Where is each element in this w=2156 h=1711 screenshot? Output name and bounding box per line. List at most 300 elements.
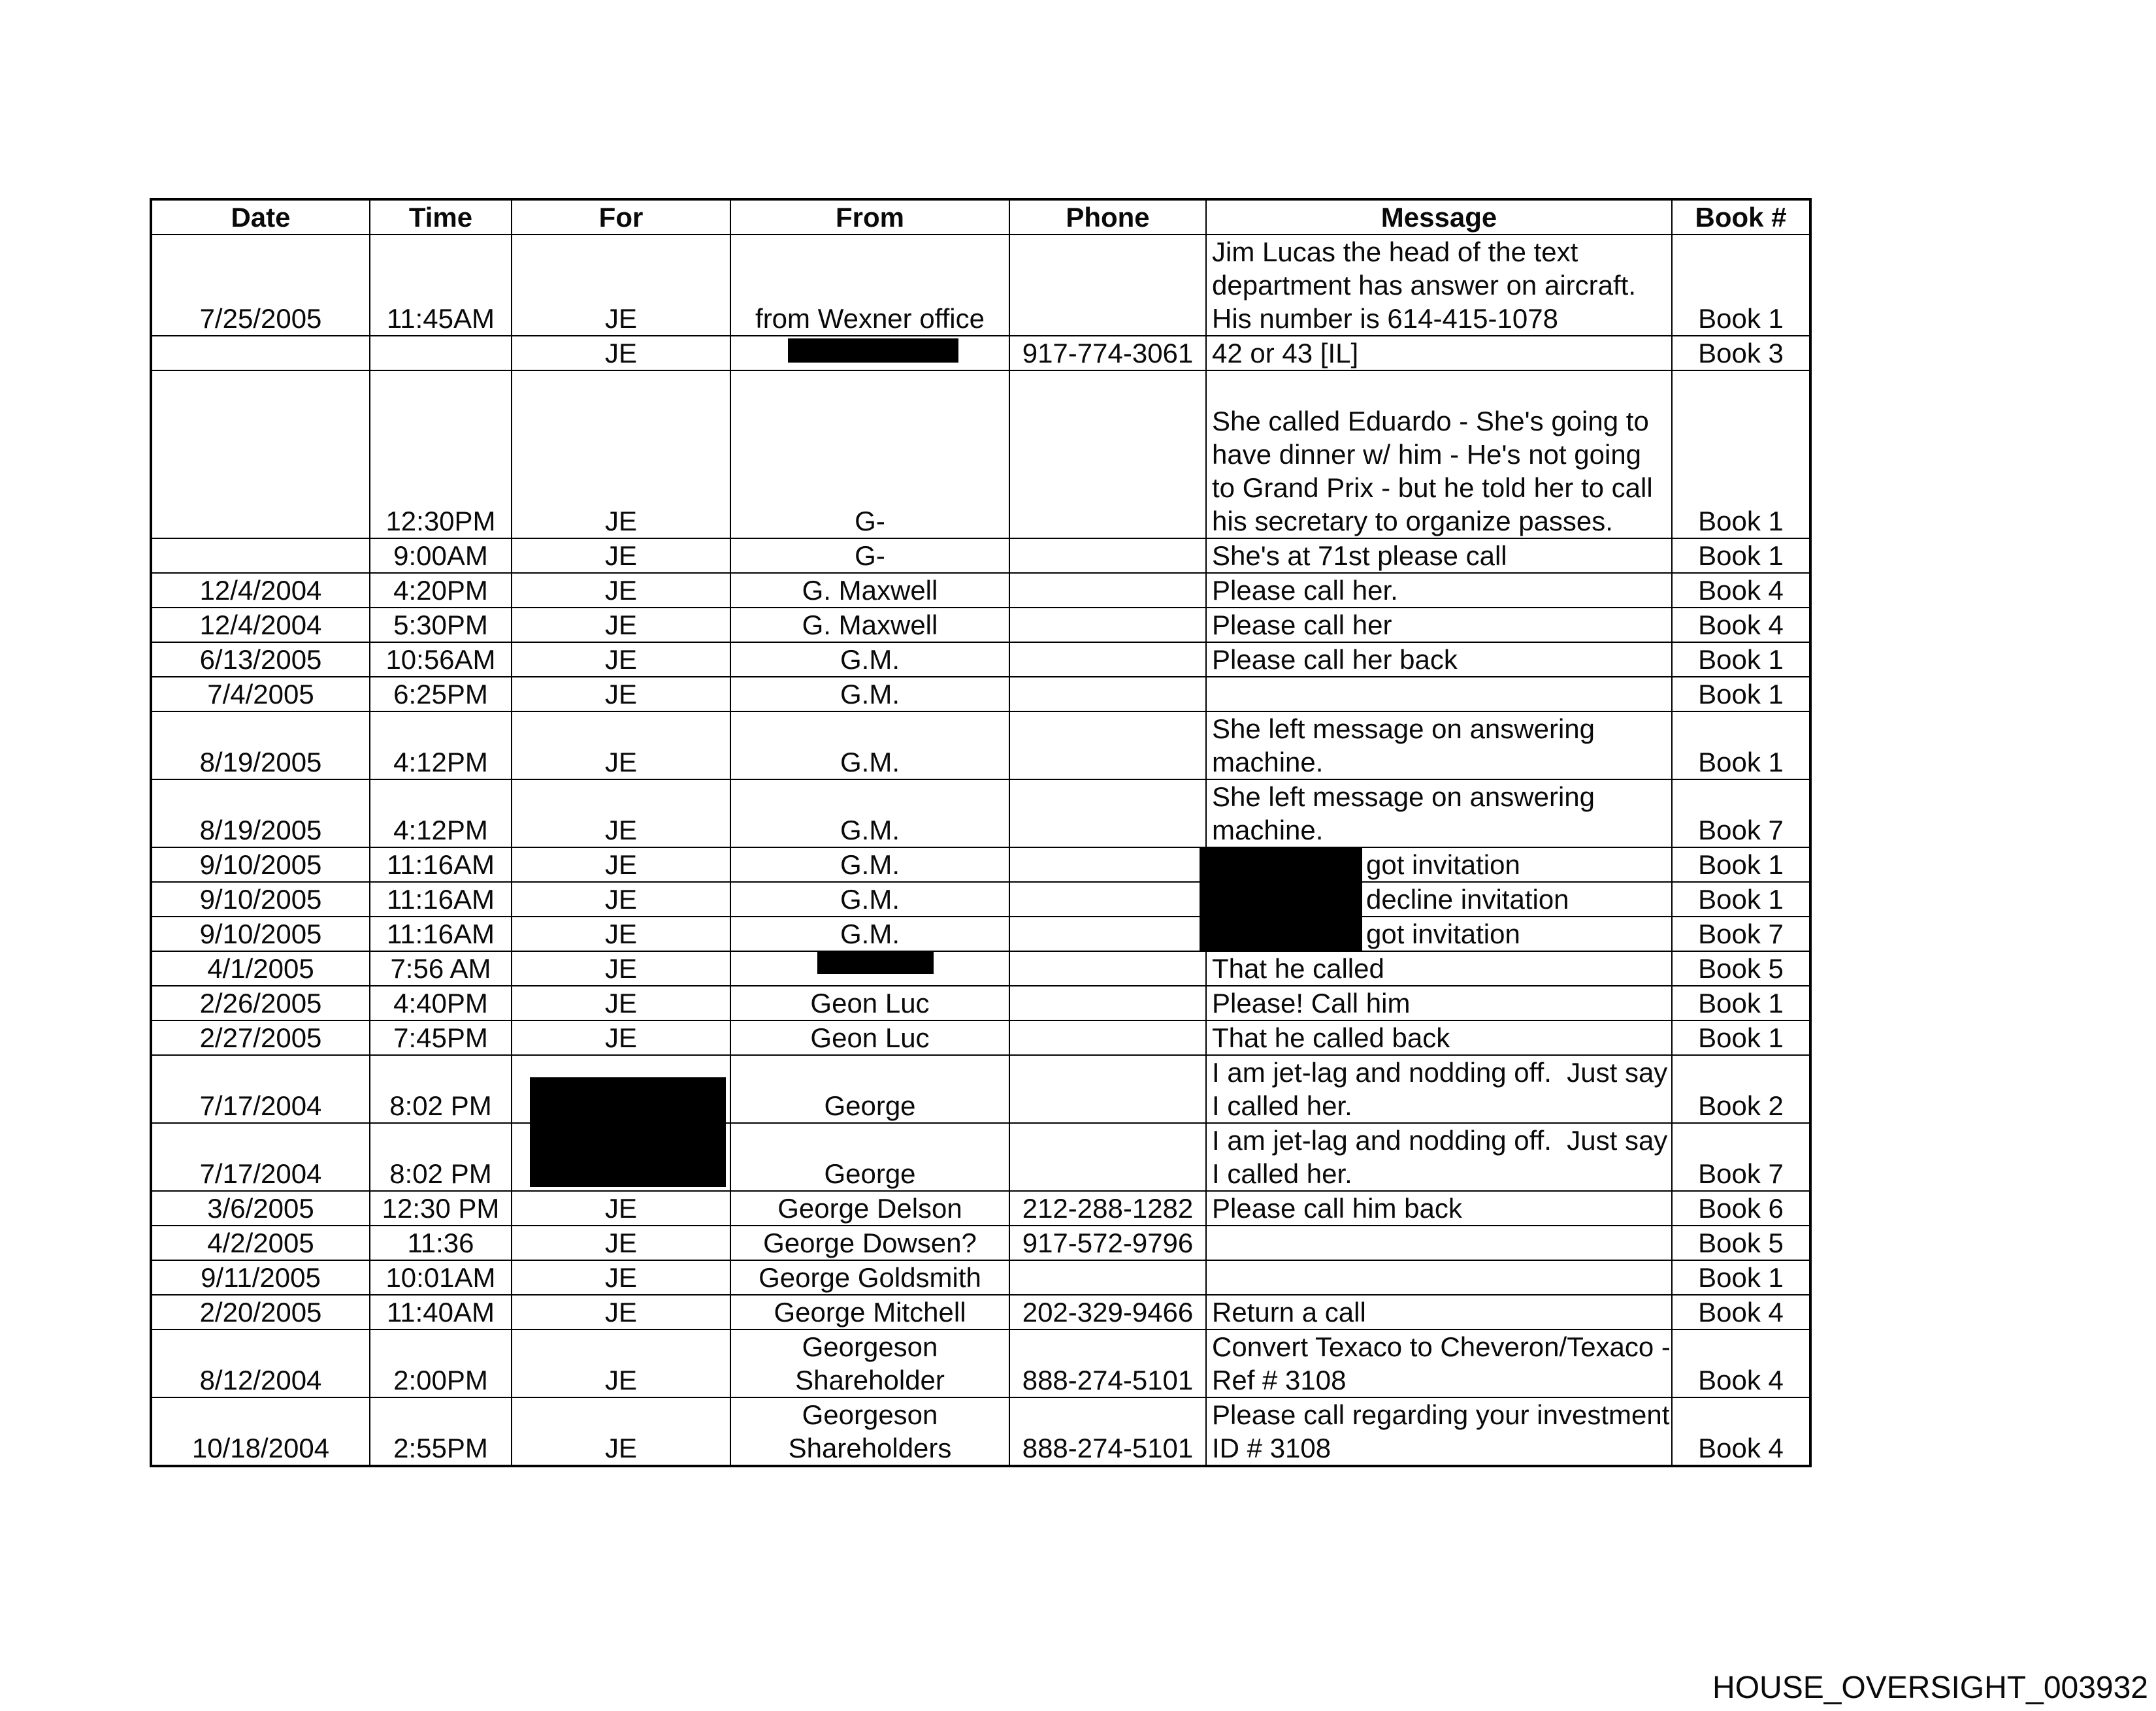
cell-message — [1206, 1295, 1672, 1329]
cell-message — [1206, 1191, 1672, 1226]
message-text: 42 or 43 [IL] — [1212, 338, 1359, 368]
for-text: JE — [604, 988, 637, 1018]
cell-for — [512, 1295, 730, 1329]
table-body — [151, 235, 1810, 1466]
date-text: 2/20/2005 — [199, 1297, 322, 1328]
cell-date — [151, 847, 370, 882]
cell-date — [151, 917, 370, 951]
cell-time — [370, 573, 512, 608]
cell-date — [151, 1055, 370, 1123]
cell-message — [1206, 1226, 1672, 1260]
date-text: 9/10/2005 — [199, 849, 322, 880]
date-text: 9/10/2005 — [199, 919, 322, 949]
from-text: Georgeson Shareholders — [788, 1399, 952, 1463]
table-row — [151, 1123, 1810, 1191]
book-text: Book 1 — [1698, 644, 1784, 675]
cell-time — [370, 986, 512, 1020]
book-text: Book 2 — [1698, 1090, 1784, 1121]
time-text: 11:16AM — [387, 884, 495, 915]
table-row — [151, 1020, 1810, 1055]
cell-phone — [1009, 336, 1206, 370]
cell-date — [151, 642, 370, 677]
date-text: 8/12/2004 — [199, 1365, 322, 1395]
phone-text: 202-329-9466 — [1022, 1297, 1194, 1328]
from-text: George Goldsmith — [759, 1262, 981, 1293]
cell-book — [1672, 779, 1810, 847]
cell-message — [1206, 370, 1672, 538]
cell-phone — [1009, 677, 1206, 711]
cell-for — [512, 1055, 730, 1123]
phone-text: 212-288-1282 — [1022, 1193, 1194, 1224]
table-row — [151, 608, 1810, 642]
message-log-table — [150, 198, 1812, 1467]
cell-book — [1672, 677, 1810, 711]
for-text: JE — [604, 747, 637, 777]
book-text: Book 4 — [1698, 1433, 1784, 1463]
cell-book — [1672, 1397, 1810, 1466]
cell-time — [370, 677, 512, 711]
time-text: 4:12PM — [393, 747, 488, 777]
cell-book — [1672, 951, 1810, 986]
cell-message — [1206, 711, 1672, 779]
cell-date — [151, 1191, 370, 1226]
cell-phone — [1009, 1329, 1206, 1397]
for-text: JE — [604, 575, 637, 606]
time-text: 7:56 AM — [390, 953, 491, 984]
cell-date — [151, 1226, 370, 1260]
for-text: JE — [604, 884, 637, 915]
table-row — [151, 235, 1810, 336]
table-row — [151, 882, 1810, 917]
book-text: Book 1 — [1698, 679, 1784, 709]
table-row — [151, 1397, 1810, 1466]
book-text: Book 7 — [1698, 919, 1784, 949]
cell-for — [512, 370, 730, 538]
cell-message — [1206, 677, 1672, 711]
table-row — [151, 951, 1810, 986]
cell-phone — [1009, 847, 1206, 882]
cell-message — [1206, 882, 1672, 917]
cell-time — [370, 642, 512, 677]
cell-message — [1206, 1397, 1672, 1466]
cell-for — [512, 917, 730, 951]
redaction-box — [1200, 847, 1362, 882]
cell-from — [730, 573, 1009, 608]
cell-book — [1672, 986, 1810, 1020]
time-text: 11:16AM — [387, 849, 495, 880]
cell-date — [151, 1397, 370, 1466]
table-row — [151, 336, 1810, 370]
cell-message — [1206, 608, 1672, 642]
cell-message — [1206, 986, 1672, 1020]
cell-for — [512, 1397, 730, 1466]
cell-time — [370, 711, 512, 779]
cell-from — [730, 847, 1009, 882]
cell-message — [1206, 917, 1672, 951]
cell-from — [730, 1191, 1009, 1226]
table-row — [151, 847, 1810, 882]
for-text: JE — [604, 1228, 637, 1258]
time-text: 12:30 PM — [382, 1193, 500, 1224]
header-for: For — [512, 199, 730, 235]
book-text: Book 1 — [1698, 303, 1784, 334]
cell-from — [730, 986, 1009, 1020]
cell-book — [1672, 1055, 1810, 1123]
message-text: That he called — [1212, 953, 1384, 984]
table-row — [151, 1226, 1810, 1260]
cell-time — [370, 1055, 512, 1123]
header-book: Book # — [1672, 199, 1810, 235]
for-text: JE — [604, 540, 637, 571]
cell-message — [1206, 1123, 1672, 1191]
cell-phone — [1009, 538, 1206, 573]
date-text: 12/4/2004 — [199, 575, 322, 606]
cell-date — [151, 336, 370, 370]
for-text: JE — [604, 303, 637, 334]
time-text: 10:01AM — [385, 1262, 496, 1293]
for-text: JE — [604, 1022, 637, 1053]
cell-date — [151, 779, 370, 847]
cell-for — [512, 538, 730, 573]
time-text: 4:20PM — [393, 575, 488, 606]
from-text: Geon Luc — [810, 1022, 930, 1053]
date-text: 9/11/2005 — [201, 1262, 321, 1293]
header-message: Message — [1206, 199, 1672, 235]
cell-from — [730, 779, 1009, 847]
for-text: JE — [604, 644, 637, 675]
time-text: 11:40AM — [387, 1297, 495, 1328]
message-text: She left message on answering machine. — [1212, 781, 1595, 845]
cell-from — [730, 882, 1009, 917]
redaction-box — [1200, 882, 1362, 917]
cell-for — [512, 951, 730, 986]
header-row — [151, 199, 1810, 235]
redaction-box — [530, 1122, 726, 1187]
cell-book — [1672, 336, 1810, 370]
from-text: G. Maxwell — [802, 610, 938, 640]
cell-message — [1206, 235, 1672, 336]
cell-for — [512, 847, 730, 882]
book-text: Book 1 — [1698, 540, 1784, 571]
cell-date — [151, 608, 370, 642]
cell-from — [730, 235, 1009, 336]
cell-for — [512, 882, 730, 917]
cell-date — [151, 711, 370, 779]
book-text: Book 4 — [1698, 575, 1784, 606]
message-text: Please! Call him — [1212, 988, 1411, 1018]
cell-time — [370, 608, 512, 642]
from-text: G.M. — [840, 747, 900, 777]
cell-time — [370, 951, 512, 986]
cell-phone — [1009, 882, 1206, 917]
for-text: JE — [604, 1433, 637, 1463]
cell-book — [1672, 1260, 1810, 1295]
cell-time — [370, 1123, 512, 1191]
cell-book — [1672, 1020, 1810, 1055]
date-text: 7/17/2004 — [199, 1090, 322, 1121]
book-text: Book 4 — [1698, 1365, 1784, 1395]
cell-message — [1206, 1329, 1672, 1397]
date-text: 9/10/2005 — [199, 884, 322, 915]
cell-for — [512, 642, 730, 677]
for-text: JE — [604, 1193, 637, 1224]
message-text: Return a call — [1212, 1297, 1366, 1328]
cell-phone — [1009, 642, 1206, 677]
cell-for — [512, 1260, 730, 1295]
for-text: JE — [604, 849, 637, 880]
cell-phone — [1009, 1397, 1206, 1466]
cell-message — [1206, 538, 1672, 573]
time-text: 4:40PM — [393, 988, 488, 1018]
message-text: She left message on answering machine. — [1212, 713, 1595, 777]
cell-for — [512, 608, 730, 642]
cell-phone — [1009, 1191, 1206, 1226]
time-text: 12:30PM — [385, 506, 496, 536]
cell-from — [730, 1123, 1009, 1191]
cell-from — [730, 538, 1009, 573]
date-text: 7/25/2005 — [199, 303, 322, 334]
book-text: Book 1 — [1698, 1262, 1784, 1293]
cell-from — [730, 336, 1009, 370]
cell-book — [1672, 642, 1810, 677]
cell-book — [1672, 847, 1810, 882]
time-text: 6:25PM — [393, 679, 488, 709]
table-row — [151, 1260, 1810, 1295]
message-text: Convert Texaco to Cheveron/Texaco - Ref # 3108 — [1212, 1331, 1671, 1395]
cell-phone — [1009, 1260, 1206, 1295]
for-text: JE — [604, 953, 637, 984]
from-text: Geon Luc — [810, 988, 930, 1018]
message-text: decline invitation — [1366, 884, 1569, 915]
header-phone: Phone — [1009, 199, 1206, 235]
cell-for — [512, 573, 730, 608]
from-text: George Mitchell — [774, 1297, 966, 1328]
cell-for — [512, 779, 730, 847]
for-text: JE — [604, 1262, 637, 1293]
cell-date — [151, 986, 370, 1020]
date-text: 3/6/2005 — [207, 1193, 314, 1224]
cell-date — [151, 1295, 370, 1329]
cell-book — [1672, 235, 1810, 336]
message-text: Jim Lucas the head of the text department has answer on aircraft. His number is 614-415-1078 — [1212, 236, 1636, 334]
header-date: Date — [151, 199, 370, 235]
cell-phone — [1009, 711, 1206, 779]
cell-phone — [1009, 608, 1206, 642]
book-text: Book 7 — [1698, 815, 1784, 845]
cell-from — [730, 1397, 1009, 1466]
phone-text: 888-274-5101 — [1022, 1433, 1194, 1463]
table-row — [151, 677, 1810, 711]
cell-message — [1206, 951, 1672, 986]
cell-phone — [1009, 1020, 1206, 1055]
cell-phone — [1009, 986, 1206, 1020]
time-text: 4:12PM — [393, 815, 488, 845]
table-row — [151, 1191, 1810, 1226]
date-text: 10/18/2004 — [191, 1433, 330, 1463]
book-text: Book 1 — [1698, 988, 1784, 1018]
cell-for — [512, 235, 730, 336]
book-text: Book 5 — [1698, 953, 1784, 984]
cell-from — [730, 1020, 1009, 1055]
cell-phone — [1009, 1295, 1206, 1329]
message-text: Please call regarding your investment ID # 3108 — [1212, 1399, 1670, 1463]
from-text: G- — [855, 540, 885, 571]
cell-time — [370, 779, 512, 847]
cell-from — [730, 711, 1009, 779]
message-text: Please call her back — [1212, 644, 1458, 675]
cell-time — [370, 1329, 512, 1397]
for-text: JE — [604, 338, 637, 368]
cell-date — [151, 1329, 370, 1397]
table-header — [151, 199, 1810, 235]
from-text: G.M. — [840, 919, 900, 949]
table-row — [151, 1055, 1810, 1123]
message-text: Please call her. — [1212, 575, 1398, 606]
book-text: Book 3 — [1698, 338, 1784, 368]
cell-from — [730, 917, 1009, 951]
cell-from — [730, 951, 1009, 986]
cell-for — [512, 336, 730, 370]
cell-phone — [1009, 235, 1206, 336]
date-text: 7/4/2005 — [207, 679, 314, 709]
redaction-box — [788, 338, 958, 363]
redaction-box — [817, 952, 934, 974]
book-text: Book 7 — [1698, 1158, 1784, 1189]
cell-message — [1206, 1260, 1672, 1295]
phone-text: 917-572-9796 — [1022, 1228, 1194, 1258]
cell-time — [370, 917, 512, 951]
cell-phone — [1009, 1055, 1206, 1123]
for-text: JE — [604, 1297, 637, 1328]
cell-from — [730, 1226, 1009, 1260]
cell-from — [730, 1055, 1009, 1123]
date-text: 2/27/2005 — [199, 1022, 322, 1053]
header-from: From — [730, 199, 1009, 235]
phone-text: 888-274-5101 — [1022, 1365, 1194, 1395]
from-text: George — [824, 1158, 916, 1189]
from-text: G- — [855, 506, 885, 536]
cell-date — [151, 1260, 370, 1295]
cell-from — [730, 1260, 1009, 1295]
book-text: Book 4 — [1698, 1297, 1784, 1328]
table-row — [151, 573, 1810, 608]
cell-from — [730, 677, 1009, 711]
cell-book — [1672, 1295, 1810, 1329]
cell-phone — [1009, 951, 1206, 986]
for-text: JE — [604, 610, 637, 640]
cell-date — [151, 235, 370, 336]
message-text: got invitation — [1366, 919, 1520, 949]
cell-from — [730, 370, 1009, 538]
cell-book — [1672, 711, 1810, 779]
redaction-box — [1200, 917, 1362, 951]
table-row — [151, 986, 1810, 1020]
cell-for — [512, 986, 730, 1020]
time-text: 11:16AM — [387, 919, 495, 949]
cell-time — [370, 235, 512, 336]
time-text: 8:02 PM — [389, 1090, 492, 1121]
table-row — [151, 917, 1810, 951]
from-text: G.M. — [840, 815, 900, 845]
from-text: Georgeson Shareholder — [795, 1331, 945, 1395]
book-text: Book 5 — [1698, 1228, 1784, 1258]
cell-date — [151, 882, 370, 917]
message-text: She's at 71st please call — [1212, 540, 1507, 571]
cell-phone — [1009, 573, 1206, 608]
cell-message — [1206, 847, 1672, 882]
message-text: She called Eduardo - She's going to have dinner w/ him - He's not going to Grand Prix - but he told her to call his secretary to organize passes. — [1212, 406, 1653, 536]
message-text: That he called back — [1212, 1022, 1450, 1053]
cell-message — [1206, 573, 1672, 608]
cell-phone — [1009, 779, 1206, 847]
date-text: 7/17/2004 — [199, 1158, 322, 1189]
cell-date — [151, 538, 370, 573]
book-text: Book 6 — [1698, 1193, 1784, 1224]
cell-book — [1672, 882, 1810, 917]
table-row — [151, 1295, 1810, 1329]
book-text: Book 1 — [1698, 506, 1784, 536]
cell-time — [370, 882, 512, 917]
date-text: 6/13/2005 — [199, 644, 322, 675]
cell-time — [370, 336, 512, 370]
cell-from — [730, 642, 1009, 677]
cell-phone — [1009, 1226, 1206, 1260]
cell-for — [512, 1123, 730, 1191]
cell-book — [1672, 370, 1810, 538]
date-text: 8/19/2005 — [199, 815, 322, 845]
cell-book — [1672, 573, 1810, 608]
book-text: Book 1 — [1698, 849, 1784, 880]
date-text: 4/2/2005 — [207, 1228, 314, 1258]
table-row — [151, 1329, 1810, 1397]
redaction-box — [530, 1077, 726, 1124]
cell-phone — [1009, 370, 1206, 538]
from-text: George Dowsen? — [763, 1228, 977, 1258]
time-text: 11:45AM — [387, 303, 495, 334]
cell-time — [370, 1397, 512, 1466]
from-text: George Delson — [777, 1193, 962, 1224]
cell-book — [1672, 917, 1810, 951]
cell-for — [512, 677, 730, 711]
time-text: 2:00PM — [393, 1365, 488, 1395]
bates-number: HOUSE_OVERSIGHT_003932 — [1712, 1670, 2148, 1705]
time-text: 2:55PM — [393, 1433, 488, 1463]
cell-time — [370, 1260, 512, 1295]
cell-book — [1672, 1191, 1810, 1226]
cell-from — [730, 608, 1009, 642]
cell-phone — [1009, 1123, 1206, 1191]
table-row — [151, 642, 1810, 677]
date-text: 2/26/2005 — [199, 988, 322, 1018]
cell-time — [370, 847, 512, 882]
cell-message — [1206, 1020, 1672, 1055]
header-time: Time — [370, 199, 512, 235]
cell-date — [151, 370, 370, 538]
cell-date — [151, 573, 370, 608]
for-text: JE — [604, 919, 637, 949]
cell-for — [512, 1191, 730, 1226]
time-text: 10:56AM — [385, 644, 496, 675]
from-text: G.M. — [840, 849, 900, 880]
cell-book — [1672, 1329, 1810, 1397]
cell-time — [370, 1191, 512, 1226]
cell-time — [370, 538, 512, 573]
time-text: 7:45PM — [393, 1022, 488, 1053]
message-text: Please call him back — [1212, 1193, 1462, 1224]
cell-time — [370, 1295, 512, 1329]
for-text: JE — [604, 1365, 637, 1395]
cell-from — [730, 1329, 1009, 1397]
